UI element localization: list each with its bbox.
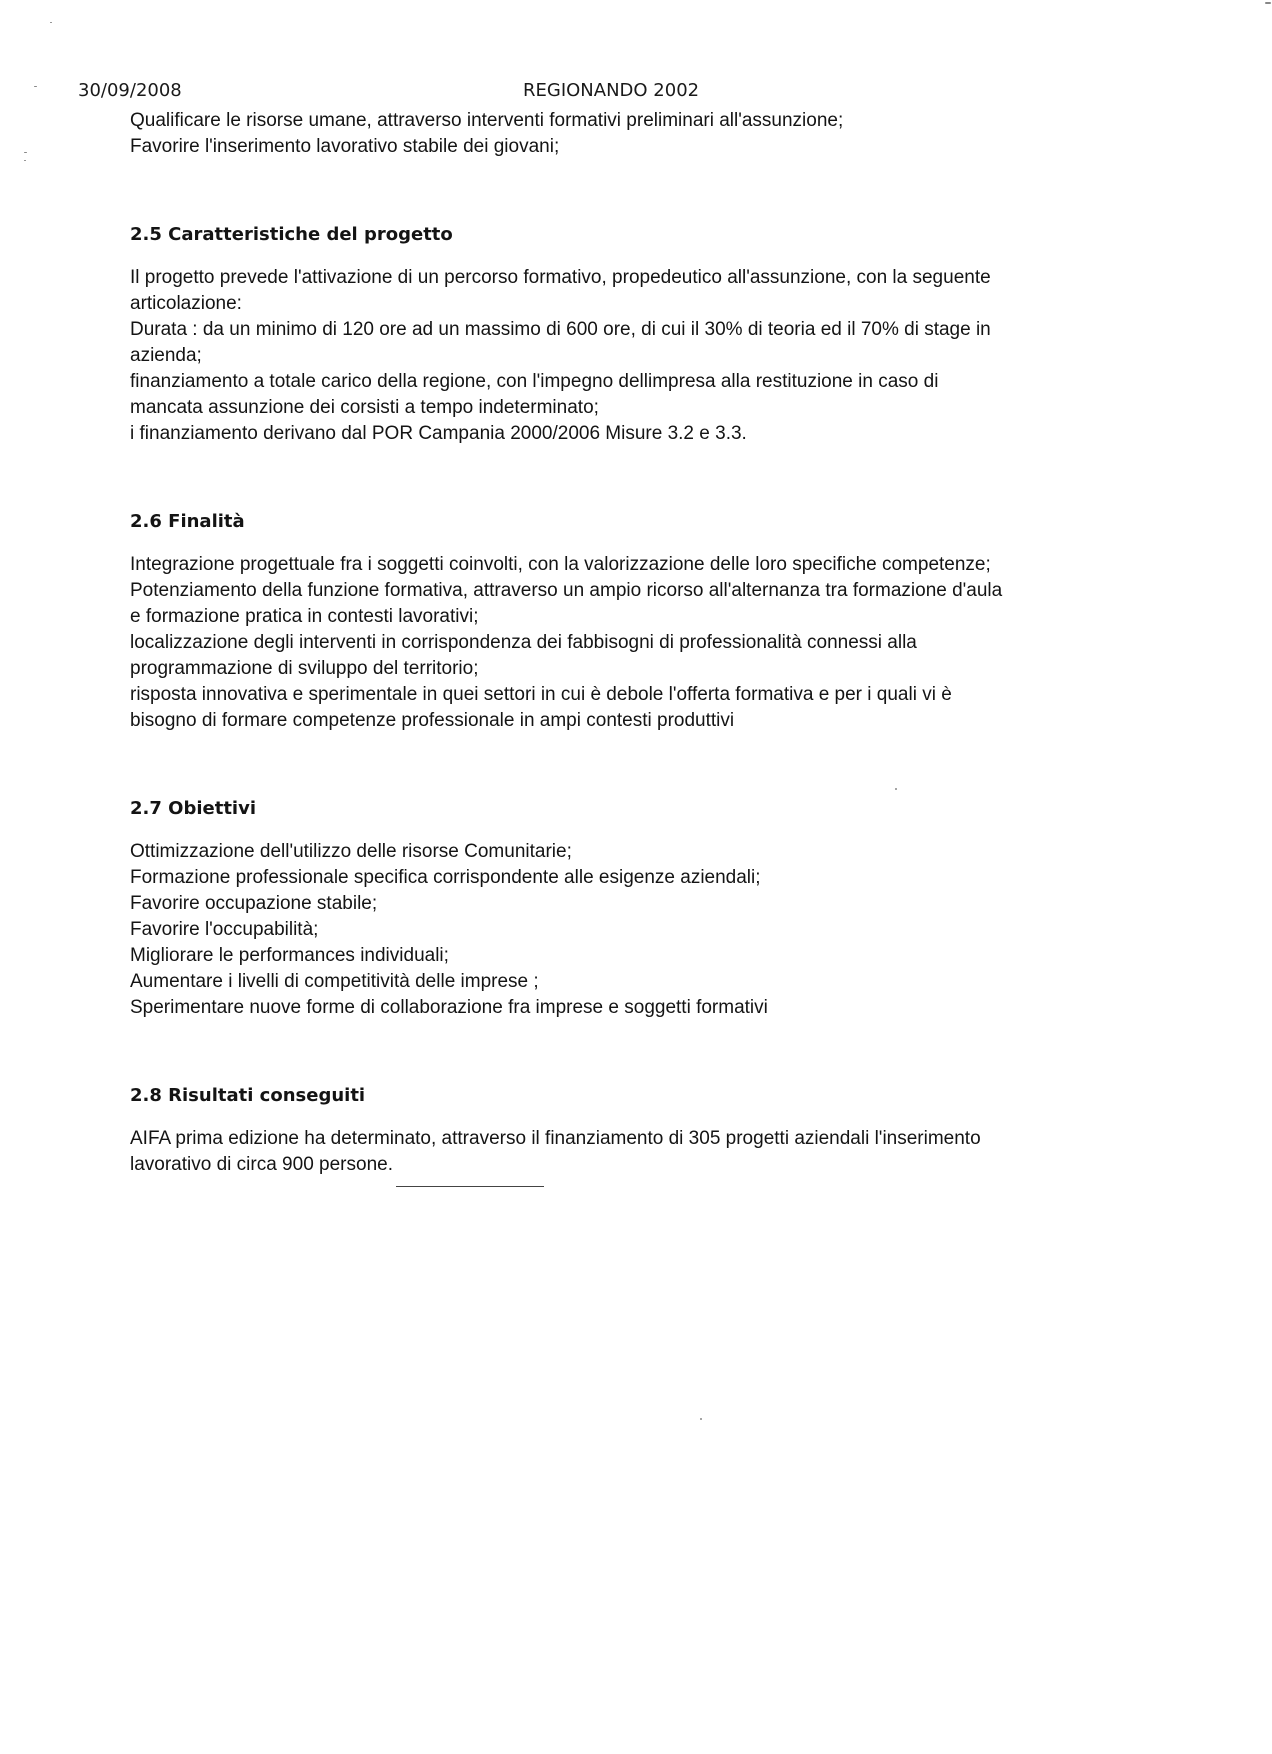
section-heading: 2.8 Risultati conseguiti xyxy=(130,1085,366,1106)
scan-speck xyxy=(700,1418,702,1420)
scan-speck xyxy=(50,22,52,23)
scan-speck xyxy=(24,152,27,153)
intro-block xyxy=(130,108,1130,160)
section-heading: 2.5 Caratteristiche del progetto xyxy=(130,224,453,245)
section-heading: 2.7 Obiettivi xyxy=(130,798,256,819)
text-line: Qualificare le risorse umane, attraverso interventi formativi preliminari all'assunzione; xyxy=(130,110,844,131)
text-line: localizzazione degli interventi in corrispondenza dei fabbisogni di professionalità connessi alla xyxy=(130,632,917,653)
text-line: Migliorare le performances individuali; xyxy=(130,945,449,966)
header-title: REGIONANDO 2002 xyxy=(523,80,700,101)
text-line: Aumentare i livelli di competitività delle imprese ; xyxy=(130,971,539,992)
scan-speck xyxy=(895,788,897,790)
text-line: i finanziamento derivano dal POR Campania 2000/2006 Misure 3.2 e 3.3. xyxy=(130,423,747,444)
text-line: AIFA prima edizione ha determinato, attraverso il finanziamento di 305 progetti aziendali l'inserimento xyxy=(130,1128,981,1149)
text-line: Favorire l'inserimento lavorativo stabile dei giovani; xyxy=(130,136,560,157)
scan-speck xyxy=(34,86,37,87)
divider-line xyxy=(396,1186,544,1187)
header-date: 30/09/2008 xyxy=(78,80,182,101)
text-line: articolazione: xyxy=(130,293,242,314)
scan-speck xyxy=(1265,2,1271,4)
document-body xyxy=(130,108,1130,1178)
section-caratteristiche xyxy=(130,222,1130,447)
text-line: azienda; xyxy=(130,345,202,366)
text-line: Potenziamento della funzione formativa, attraverso un ampio ricorso all'alternanza tra formazione d'aula xyxy=(130,580,1003,601)
text-line: Favorire occupazione stabile; xyxy=(130,893,378,914)
text-line: Ottimizzazione dell'utilizzo delle risorse Comunitarie; xyxy=(130,841,572,862)
text-line: lavorativo di circa 900 persone. xyxy=(130,1154,393,1175)
text-line: Durata : da un minimo di 120 ore ad un massimo di 600 ore, di cui il 30% di teoria ed il 70% di stage in xyxy=(130,319,991,340)
text-line: programmazione di sviluppo del territorio; xyxy=(130,658,479,679)
text-line: finanziamento a totale carico della regione, con l'impegno dellimpresa alla restituzione in caso di xyxy=(130,371,939,392)
text-line: Favorire l'occupabilità; xyxy=(130,919,319,940)
text-line: mancata assunzione dei corsisti a tempo indeterminato; xyxy=(130,397,599,418)
text-line: bisogno di formare competenze professionale in ampi contesti produttivi xyxy=(130,710,735,731)
text-line: Sperimentare nuove forme di collaborazione fra imprese e soggetti formativi xyxy=(130,997,768,1018)
text-line: risposta innovativa e sperimentale in quei settori in cui è debole l'offerta formativa e per i quali vi è xyxy=(130,684,952,705)
section-finalita xyxy=(130,509,1130,734)
section-heading: 2.6 Finalità xyxy=(130,511,245,532)
text-line: Formazione professionale specifica corrispondente alle esigenze aziendali; xyxy=(130,867,761,888)
text-line: Il progetto prevede l'attivazione di un percorso formativo, propedeutico all'assunzione, con la seguente xyxy=(130,267,991,288)
section-obiettivi xyxy=(130,796,1130,1021)
text-line: e formazione pratica in contesti lavorativi; xyxy=(130,606,479,627)
text-line: Integrazione progettuale fra i soggetti coinvolti, con la valorizzazione delle loro specifiche competenze; xyxy=(130,554,991,575)
scan-speck xyxy=(24,160,26,161)
section-risultati xyxy=(130,1083,1130,1178)
